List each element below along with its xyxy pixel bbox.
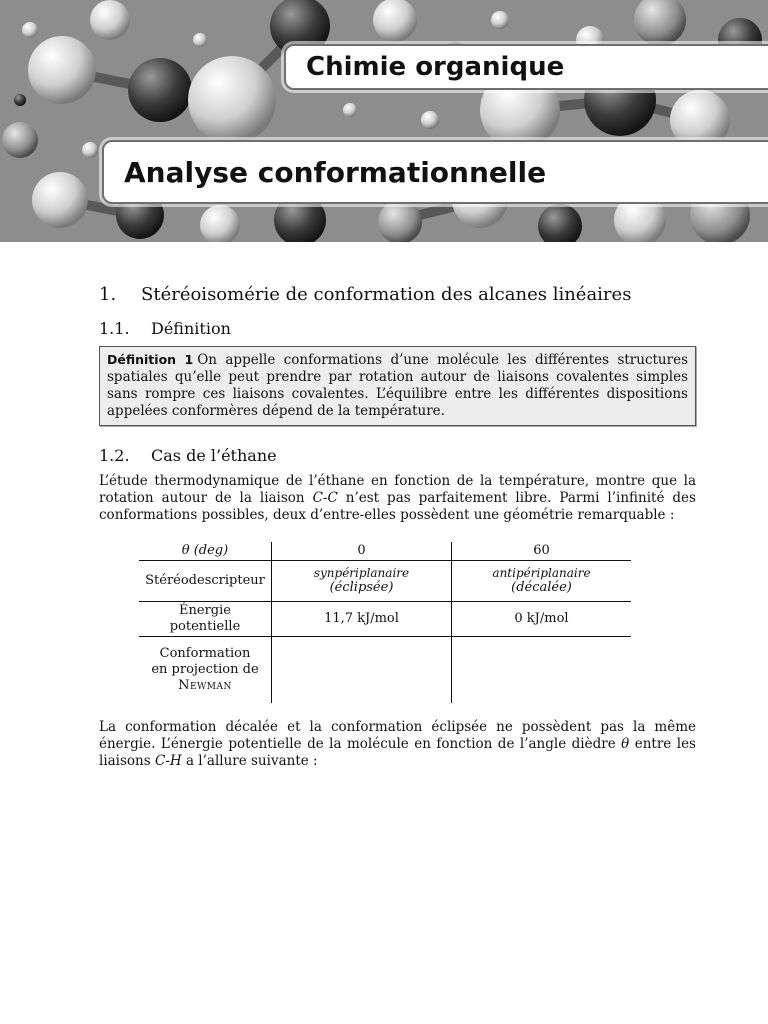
eclipsed-energy: 11,7 kJ/mol	[272, 602, 452, 637]
section-title: Stéréoisomérie de conformation des alcanes linéaires	[141, 284, 632, 305]
table-row-angle	[139, 542, 631, 561]
staggered-angle: 60	[452, 542, 632, 561]
definition-label: Définition 1	[107, 352, 194, 367]
descriptor-label: Stéréodescripteur	[139, 561, 272, 602]
subsection-number: 1.2.	[99, 446, 130, 465]
staggered-newman-projection	[452, 637, 632, 704]
energy-label-line1: Énergie	[179, 603, 231, 618]
eclipsed-angle: 0	[272, 542, 452, 561]
theta-header-text: θ (deg)	[181, 543, 229, 558]
staggered-energy: 0 kJ/mol	[452, 602, 632, 637]
bond-cc: C-C	[312, 490, 338, 506]
newman-label-line2: en projection de	[151, 662, 259, 677]
subsection-title: Cas de l’éthane	[151, 446, 277, 465]
theta-symbol: θ	[621, 736, 630, 752]
document-body	[99, 284, 696, 770]
subsection-heading-ethane	[99, 446, 696, 465]
definition-text: On appelle conformations d’une molécule les différentes structures spatiales qu’elle peut prendre par rotation autour de liaisons covalentes simples sans rompre ces liaisons covalentes. L’équilibre entre les différentes dispositions appelées conformères dépend de la température.	[107, 352, 688, 419]
staggered-name	[456, 580, 627, 596]
section-number: 1.	[99, 284, 117, 305]
energy-text: La conformation décalée et la conformation éclipsée ne possèdent pas la même énergie. L’énergie potentielle de la molécule en fonction de l’angle dièdre	[99, 719, 696, 752]
eclipsed-descriptor-text: synpériplanaire	[313, 565, 410, 580]
table-row-newman	[139, 637, 631, 704]
energy-label	[139, 602, 272, 637]
conformation-table	[139, 542, 631, 703]
eclipsed-descriptor-cell	[272, 561, 452, 602]
theta-header	[139, 542, 272, 561]
table-row-descriptor	[139, 561, 631, 602]
intro-text: L’étude thermodynamique de l’éthane en fonction de la température, montre que la rotation autour de la liaison	[99, 473, 696, 506]
section-heading	[99, 284, 696, 305]
definition-paragraph	[107, 351, 688, 420]
subsection-heading-definition	[99, 319, 696, 338]
eclipsed-newman-projection	[272, 637, 452, 704]
energy-label-line2: potentielle	[169, 619, 241, 634]
header-banner	[0, 0, 768, 242]
eclipsed-name	[276, 580, 447, 596]
energy-text-cont: entre les liaisons	[99, 736, 696, 769]
subsection-number: 1.1.	[99, 319, 130, 338]
bond-ch: C-H	[154, 753, 182, 769]
eclipsed-descriptor	[276, 567, 447, 580]
newman-label-line3: Newman	[178, 678, 232, 693]
staggered-name-text: (décalée)	[511, 579, 572, 595]
ethane-intro-paragraph	[99, 473, 696, 524]
course-title: Chimie organique	[306, 52, 565, 82]
staggered-descriptor-cell	[452, 561, 632, 602]
newman-label-line1: Conformation	[159, 646, 251, 661]
energy-paragraph	[99, 719, 696, 770]
newman-label	[139, 637, 272, 704]
staggered-descriptor-text: antipériplanaire	[492, 565, 591, 580]
table-row-energy	[139, 602, 631, 637]
eclipsed-name-text: (éclipsée)	[329, 579, 394, 595]
definition-box	[99, 346, 696, 426]
subsection-title: Définition	[151, 319, 231, 338]
molecule-background-image	[0, 0, 768, 242]
chapter-title: Analyse conformationnelle	[124, 155, 547, 189]
intro-text-cont: n’est pas parfaitement libre. Parmi l’infinité des conformations possibles, deux d’entre-elles possèdent une géométrie remarquable :	[99, 490, 696, 523]
staggered-descriptor	[456, 567, 627, 580]
course-title-box	[284, 44, 768, 90]
chapter-title-box	[102, 140, 768, 204]
energy-text-end: a l’allure suivante :	[181, 753, 318, 769]
